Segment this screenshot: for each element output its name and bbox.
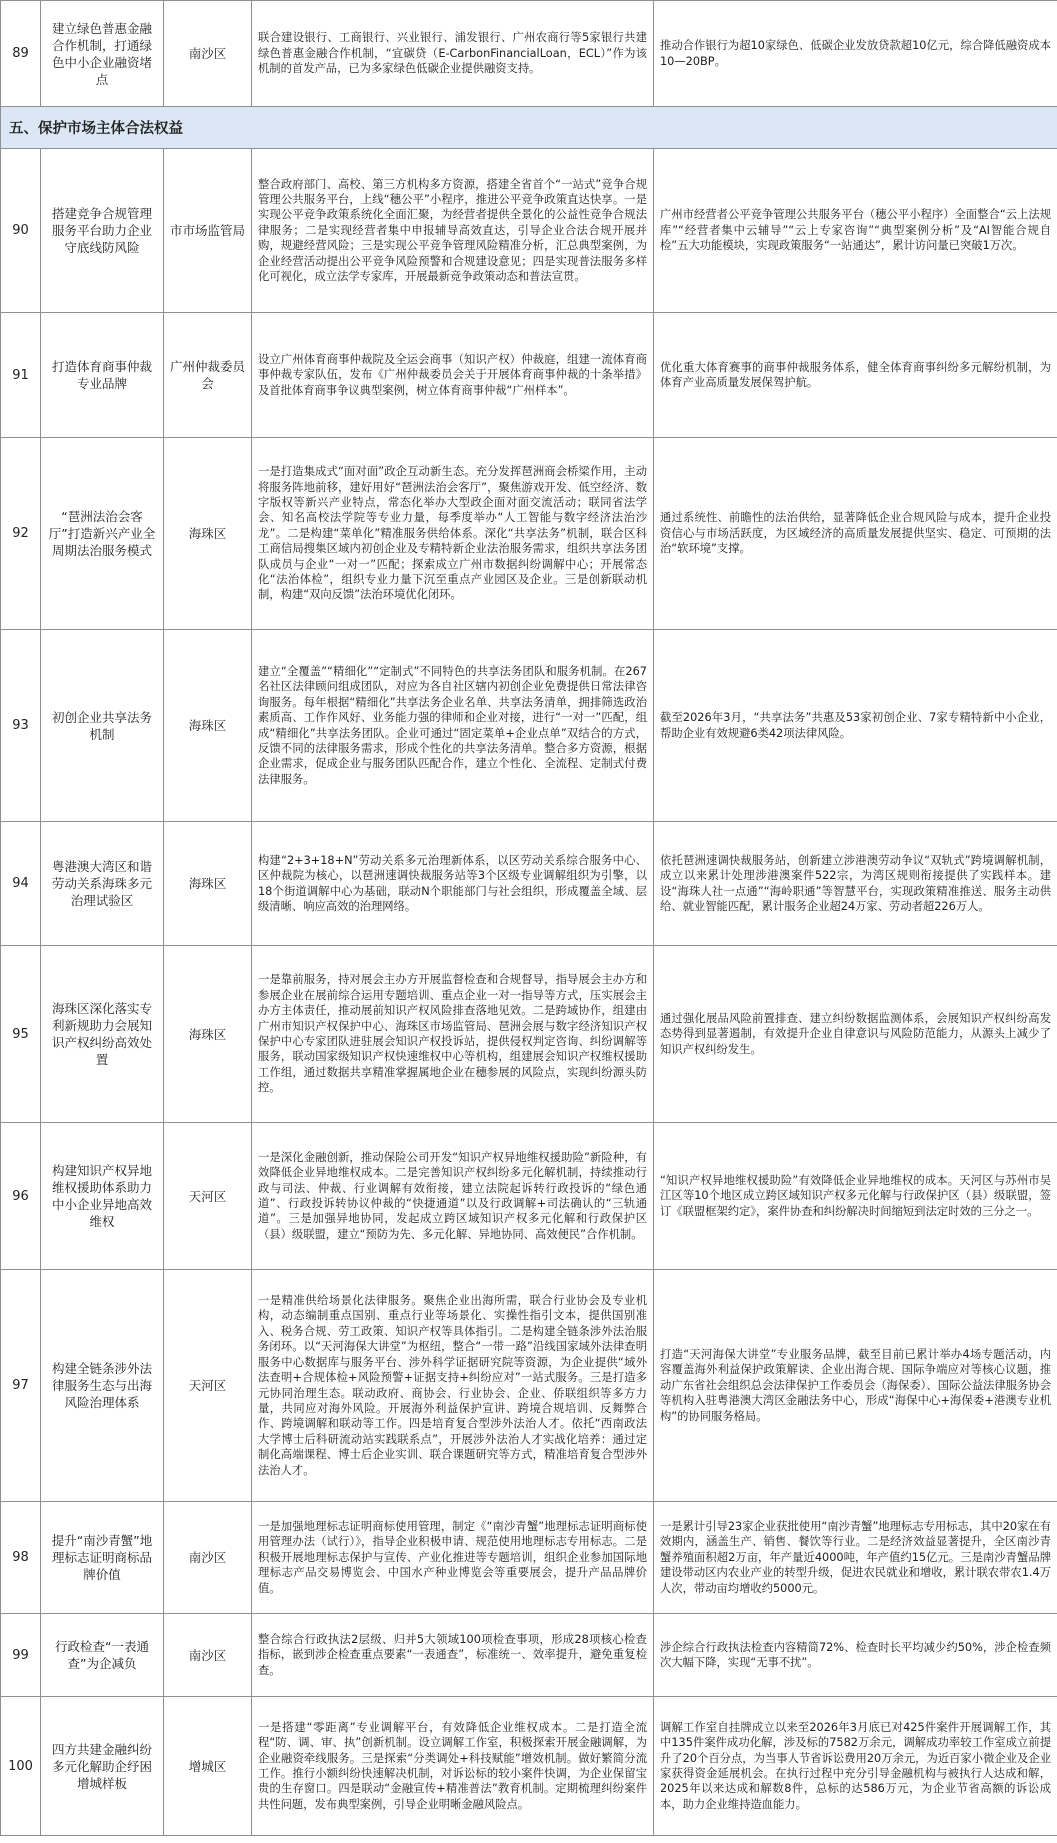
measure-name: 粤港澳大湾区和谐劳动关系海珠多元治理试验区 [41,822,164,946]
table-row [1,1270,1057,1502]
measure-name: 构建知识产权异地维权援助体系助力中小企业异地高效维权 [41,1123,164,1270]
table-row [1,149,1057,313]
measure-content: 构建“2+3+18+N”劳动关系多元治理新体系，以区劳动关系综合服务中心、区仲裁院为核心，以琶洲速调快裁服务站等3个区级专业调解组织为引擎，以18个街道调解中心为基础，联动N个职能部门与社会组织，形成覆盖全域、层级清晰、响应高效的治理网络。 [252,822,654,946]
measure-content: 联合建设银行、工商银行、兴业银行、浦发银行、广州农商行等5家银行共建绿色普惠金融合作机制，“宜碳贷（E-CarbonFinancialLoan，ECL）”作为该机制的首发产品，已为多家绿色低碳企业提供融资支持。 [252,1,654,107]
measure-name: 提升“南沙青蟹”地理标志证明商标品牌价值 [41,1502,164,1614]
row-number: 95 [1,946,41,1123]
measure-name: 四方共建金融纠纷多元化解助企纾困增城样板 [41,1697,164,1836]
measure-content: 建立“全覆盖”“精细化”“定制式”不同特色的共享法务团队和服务机制。在267名社区法律顾问组成团队，对应为各自社区辖内初创企业免费提供日常法律咨询服务。每年根据“精细化”共享法务企业名单、共享法务清单，拥排筛选政治素质高、工作作风好、业务能力强的律师和企业对接，进行“一对一”匹配，组成“精细化”共享法务团队。企业可通过“固定菜单+企业点单”双结合的方式，反馈不同的法律服务需求，形成个性化的共享法务清单。整合多方资源，根据企业需求，促成企业与服务团队匹配合作，建立个性化、全流程、定制式付费法律服务。 [252,630,654,822]
responsible-unit: 天河区 [164,1270,252,1502]
measure-content: 整合政府部门、高校、第三方机构多方资源，搭建全省首个“一站式”竞争合规管理公共服务平台，上线“穗公平”小程序，推进公平竞争政策直达快享。一是实现公平竞争政策系统化全面汇聚，为经营者提供全景化的公益性竞争合规法律服务；二是实现经营者集中申报辅导高效直达，引导企业合法合规开展并购，规避经营风险；三是实现公平竞争管理风险精准分析，汇总典型案例，为企业经营活动提出公平竞争风险预警和合规建设意见；四是实现普法服务多样化可视化，成立法学专家库，开展最新竞争政策动态和普法宣贯。 [252,149,654,313]
row-number: 92 [1,438,41,630]
responsible-unit: 南沙区 [164,1614,252,1697]
responsible-unit: 南沙区 [164,1502,252,1614]
measure-name: “琶洲法治会客厅”打造新兴产业全周期法治服务模式 [41,438,164,630]
section-title: 五、保护市场主体合法权益 [1,107,1057,149]
measure-content: 一是搭建“零距离”专业调解平台，有效降低企业维权成本。二是打造全流程“防、调、审、执”创新机制。设立调解工作室，积极探索开展金融调解，为企业融资牵线服务。三是探索“分类调处+科技赋能”增效机制。做好繁简分流工作。推行小额纠纷快速解决机制，对诉讼标的较小案件快调，为企业保留宝贵的生存窗口。四是联动“金融宣传+精准普法”教育机制。定期梳理纠纷案件共性问题，发布典型案例，引导企业明晰金融风险点。 [252,1697,654,1836]
responsible-unit: 南沙区 [164,1,252,107]
measure-name: 海珠区深化落实专利新规助力会展知识产权纠纷高效处置 [41,946,164,1123]
row-number: 89 [1,1,41,107]
measure-content: 设立广州体育商事仲裁院及全运会商事（知识产权）仲裁庭，组建一流体育商事仲裁专家队伍，发布《广州仲裁委员会关于开展体育商事仲裁的十条举措》及首批体育商事争议典型案例，树立体育商事仲裁“广州样本”。 [252,313,654,438]
measure-name: 行政检查“一表通查”为企减负 [41,1614,164,1697]
measure-result: 一是累计引导23家企业获批使用“南沙青蟹”地理标志专用标志，其中20家在有效期内，涵盖生产、销售、餐饮等行业。二是经济效益显著提升，全区南沙青蟹养殖面积超2万亩，年产量近4000吨，年产值约15亿元。三是南沙青蟹品牌建设带动区内农业产业的转型升级，促进农民就业和增收，累计联农带农1.4万人次，带动亩均增收约5000元。 [654,1502,1057,1614]
measure-name: 搭建竞争合规管理服务平台助力企业守底线防风险 [41,149,164,313]
table-row [1,946,1057,1123]
row-number: 94 [1,822,41,946]
table-row [1,438,1057,630]
responsible-unit: 海珠区 [164,946,252,1123]
measure-name: 打造体育商事仲裁专业品牌 [41,313,164,438]
section-header-row [1,107,1057,149]
row-number: 90 [1,149,41,313]
measure-result: “知识产权异地维权援助险”有效降低企业异地维权的成本。天河区与苏州市吴江区等10个地区成立跨区域知识产权多元化解与行政保护区（县）级联盟，签订《联盟框架约定》，案件协查和纠纷解决时间缩短到法定时效的三分之一。 [654,1123,1057,1270]
measure-result: 通过强化展品风险前置排查、建立纠纷数据监测体系，会展知识产权纠纷高发态势得到显著遏制，有效提升企业自律意识与风险防范能力，从源头上减少了知识产权纠纷发生。 [654,946,1057,1123]
measure-content: 一是深化金融创新，推动保险公司开发“知识产权异地维权援助险”新险种，有效降低企业异地维权成本。二是完善知识产权纠纷多元化解机制，持续推动行政与司法、仲裁、行业调解有效衔接，建立法院起诉转行政投诉的“绿色通道”、行政投诉转协议仲裁的“快捷通道”以及行政调解+司法确认的“三轨通道”。三是加强异地协同，发起成立跨区域知识产权多元化解和行政保护区（县）级联盟，建立“预防为先、多元化解、异地协同、高效便民”合作机制。 [252,1123,654,1270]
responsible-unit: 增城区 [164,1697,252,1836]
row-number: 97 [1,1270,41,1502]
row-number: 96 [1,1123,41,1270]
measure-result: 打造“天河海保大讲堂”专业服务品牌，截至目前已累计举办4场专题活动，内容覆盖海外利益保护政策解读、企业出海合规、国际争端应对等核心议题，推动广东省社会组织总会法律保护工作委员会（海保委）、国际公益法律服务协会等机构入驻粤港澳大湾区金融法务中心，形成“海保中心+海保委+港澳专业机构”的协同服务格局。 [654,1270,1057,1502]
table-row [1,1,1057,107]
measure-name: 构建全链条涉外法律服务生态与出海风险治理体系 [41,1270,164,1502]
measure-name: 建立绿色普惠金融合作机制，打通绿色中小企业融资堵点 [41,1,164,107]
measure-result: 依托琶洲速调快裁服务站，创新建立涉港澳劳动争议“双轨式”跨境调解机制，成立以来累计处理涉港澳案件522宗，为湾区规则衔接提供了实践样本。建设“海珠人社一点通”“海岭职通”等智慧平台，实现政策精准推送、服务主动供给、就业智能匹配，累计服务企业超24万家、劳动者超226万人。 [654,822,1057,946]
responsible-unit: 广州仲裁委员会 [164,313,252,438]
table-row [1,630,1057,822]
measure-result: 推动合作银行为超10家绿色、低碳企业发放贷款超10亿元，综合降低融资成本10—20BP。 [654,1,1057,107]
table-row [1,1502,1057,1614]
table-row [1,1697,1057,1836]
measure-content: 整合综合行政执法2层级、归并5大领域100项检查事项，形成28项核心检查指标，嵌到涉企检查重点要素“一表通查”，标准统一、效率提升，避免重复检查。 [252,1614,654,1697]
responsible-unit: 天河区 [164,1123,252,1270]
table-row [1,822,1057,946]
measure-result: 通过系统性、前瞻性的法治供给，显著降低企业合规风险与成本，提升企业投资信心与市场活跃度，为区域经济的高质量发展提供坚实、稳定、可预期的法治“软环境”支撑。 [654,438,1057,630]
measure-content: 一是精准供给场景化法律服务。聚焦企业出海所需，联合行业协会及专业机构，动态编制重点国别、重点行业等场景化、实操性指引文本，提供国别准入、税务合规、劳工政策、知识产权等具体指引。二是构建全链条涉外法治服务闭环。以“天河海保大讲堂”为枢纽，整合“一带一路”沿线国家域外法律查明服务中心数据库与服务平台、涉外科学证据研究院等资源，为企业提供“域外法查明+合规体检+风险预警+证据支持+纠纷应对”一站式服务。三是打造多元协同治理生态。联动政府、商协会、行业协会、企业、侨联组织等多方力量，共同应对海外风险。开展海外利益保护宣讲、跨境合规培训、反舞弊合作、跨境调解和联动等工作。四是培育复合型涉外法治人才。依托“西南政法大学博士后科研流动站实践联系点”，开展涉外法治人才实战化培养：通过定制化高端课程、博士后企业实训、联合课题研究等方式，精准培育复合型涉外法治人才。 [252,1270,654,1502]
row-number: 93 [1,630,41,822]
table-row [1,1614,1057,1697]
row-number: 98 [1,1502,41,1614]
measure-result: 广州市经营者公平竞争管理公共服务平台（穗公平小程序）全面整合“云上法规库”“经营者集中云辅导”“云上专家咨询”“典型案例分析”及“AI智能合规自检”五大功能模块，实现政策服务“一站通达”，累计访问量已突破1万次。 [654,149,1057,313]
table-row [1,313,1057,438]
row-number: 100 [1,1697,41,1836]
responsible-unit: 海珠区 [164,822,252,946]
responsible-unit: 海珠区 [164,438,252,630]
measure-result: 截至2026年3月，“共享法务”共惠及53家初创企业、7家专精特新中小企业，帮助企业有效规避6类42项法律风险。 [654,630,1057,822]
measure-content: 一是靠前服务，持对展会主办方开展监督检查和合规督导，指导展会主办方和参展企业在展前综合运用专题培训、重点企业一对一指导等方式，压实展会主办方主体责任，推动展前知识产权风险排查落地见效。二是跨域协作，组建由广州市知识产权保护中心、海珠区市场监管局、琶洲会展与数字经济知识产权保护中心专家团队进驻展会知识产权投诉站，提供侵权判定咨询、纠纷调解等服务，联动国家级知识产权快速维权中心等机构，组建展会知识产权维权援助工作组，通过数据共享精准掌握属地企业在穗参展的风险点，实现纠纷源头防控。 [252,946,654,1123]
row-number: 91 [1,313,41,438]
row-number: 99 [1,1614,41,1697]
responsible-unit: 市市场监管局 [164,149,252,313]
measure-content: 一是加强地理标志证明商标使用管理，制定《“南沙青蟹”地理标志证明商标使用管理办法（试行）》，指导企业积极申请、规范使用地理标志专用标志。二是积极开展地理标志保护与宣传、产业化推进等专题培训，组织企业参加国际地理标志产品交易博览会、中国水产种业博览会等重要展会，提升产品品牌价值。 [252,1502,654,1614]
measure-content: 一是打造集成式“面对面”政企互动新生态。充分发挥琶洲商会桥梁作用，主动将服务阵地前移，建好用好“琶洲法治会客厅”，聚焦游戏开发、低空经济、数字版权等新兴产业特点，常态化举办大型政企面对面交流活动；联同省法学会、知名高校法学院等专业力量，每季度举办“人工智能与数字经济法治沙龙”。二是构建“菜单化”精准服务供给体系。深化“共享法务”机制，联合区科工商信局搜集区域内初创企业及专精特新企业法治服务需求，组织共享法务团队成员与企业“一对一”匹配；探索成立广州市数据纠纷调解中心；开展常态化“法治体检”，组织专业力量下沉至重点产业园区及企业。三是创新联动机制，构建“双向反馈”法治环境优化闭环。 [252,438,654,630]
table-row [1,1123,1057,1270]
responsible-unit: 海珠区 [164,630,252,822]
measure-result: 涉企综合行政执法检查内容精简72%、检查时长平均减少约50%，涉企检查频次大幅下降，实现“无事不扰”。 [654,1614,1057,1697]
measure-result: 优化重大体育赛事的商事仲裁服务体系，健全体育商事纠纷多元解纷机制，为体育产业高质量发展保驾护航。 [654,313,1057,438]
measure-name: 初创企业共享法务机制 [41,630,164,822]
measure-result: 调解工作室自挂牌成立以来至2026年3月底已对425件案件开展调解工作，其中135件案件成功化解，涉及标的7582万余元，调解成功率较工作室成立前提升了20个百分点，为当事人节省诉讼费用20万余元，为近百家小微企业及企业家获得资金延展机会。在执行过程中充分引导金融机构与被执行人达成和解，2025年以来达成和解数8件，总标的达586万元，为企业节省高额的诉讼成本，助力企业维持造血能力。 [654,1697,1057,1836]
